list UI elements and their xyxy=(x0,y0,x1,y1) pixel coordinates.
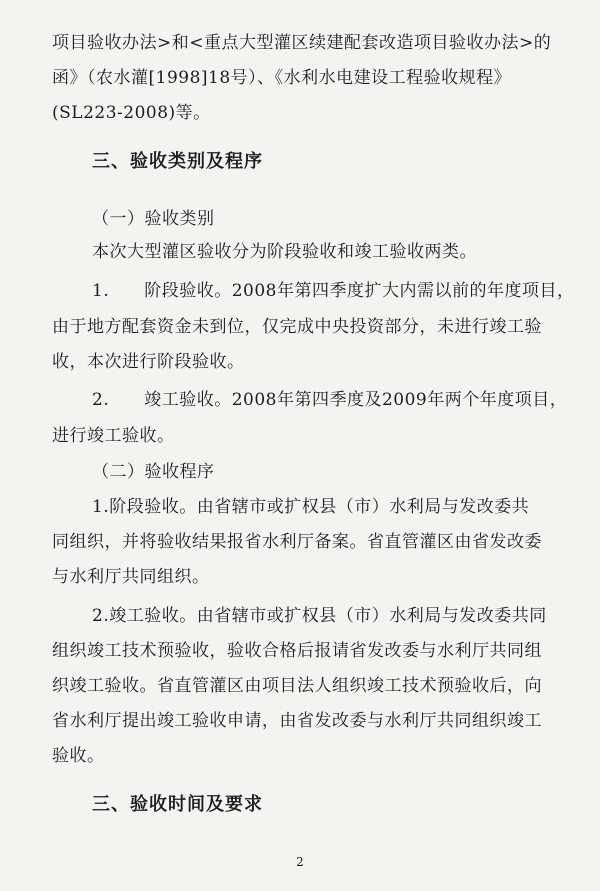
page-number: 2 xyxy=(296,855,304,869)
text-line-8: 由于地方配套资金未到位，仅完成中央投资部分，未进行竣工验 xyxy=(52,317,542,337)
text-line-9: 收，本次进行阶段验收。 xyxy=(52,352,245,372)
text-line-19: 省水利厅提出竣工验收申请，由省发改委与水利厅共同组织竣工 xyxy=(52,711,542,731)
text-line-3: (SL223-2008)等。 xyxy=(52,103,211,123)
text-line-2: 函》（农水灌[1998]18号）、《水利水电建设工程验收规程》 xyxy=(52,68,512,88)
text-line-14: 同组织，并将验收结果报省水利厅备案。省直管灌区由省发改委 xyxy=(52,532,542,552)
text-line-10: 2. 竣工验收。2008年第四季度及2009年两个年度项目， xyxy=(92,390,568,410)
text-line-18: 织竣工验收。省直管灌区由项目法人组织竣工技术预验收后，向 xyxy=(52,676,542,696)
subsection-heading-2: （二）验收程序 xyxy=(92,462,215,482)
text-line-1: 项目验收办法>和<重点大型灌区续建配套改造项目验收办法>的 xyxy=(52,33,552,53)
text-line-11: 进行竣工验收。 xyxy=(52,426,175,446)
text-line-7: 1. 阶段验收。2008年第四季度扩大内需以前的年度项目， xyxy=(92,281,575,301)
text-line-17: 组织竣工技术预验收，验收合格后报请省发改委与水利厅共同组 xyxy=(52,641,542,661)
text-line-16: 2.竣工验收。由省辖市或扩权县（市）水利局与发改委共同 xyxy=(92,606,547,626)
text-line-13: 1.阶段验收。由省辖市或扩权县（市）水利局与发改委共 xyxy=(92,497,530,517)
text-line-15: 与水利厅共同组织。 xyxy=(52,567,210,587)
subsection-heading-1: （一）验收类别 xyxy=(92,209,215,229)
section-heading-next: 三、验收时间及要求 xyxy=(92,794,263,815)
text-line-6: 本次大型灌区验收分为阶段验收和竣工验收两类。 xyxy=(92,242,477,262)
text-line-20: 验收。 xyxy=(52,746,105,766)
section-heading-3: 三、验收类别及程序 xyxy=(92,151,263,172)
